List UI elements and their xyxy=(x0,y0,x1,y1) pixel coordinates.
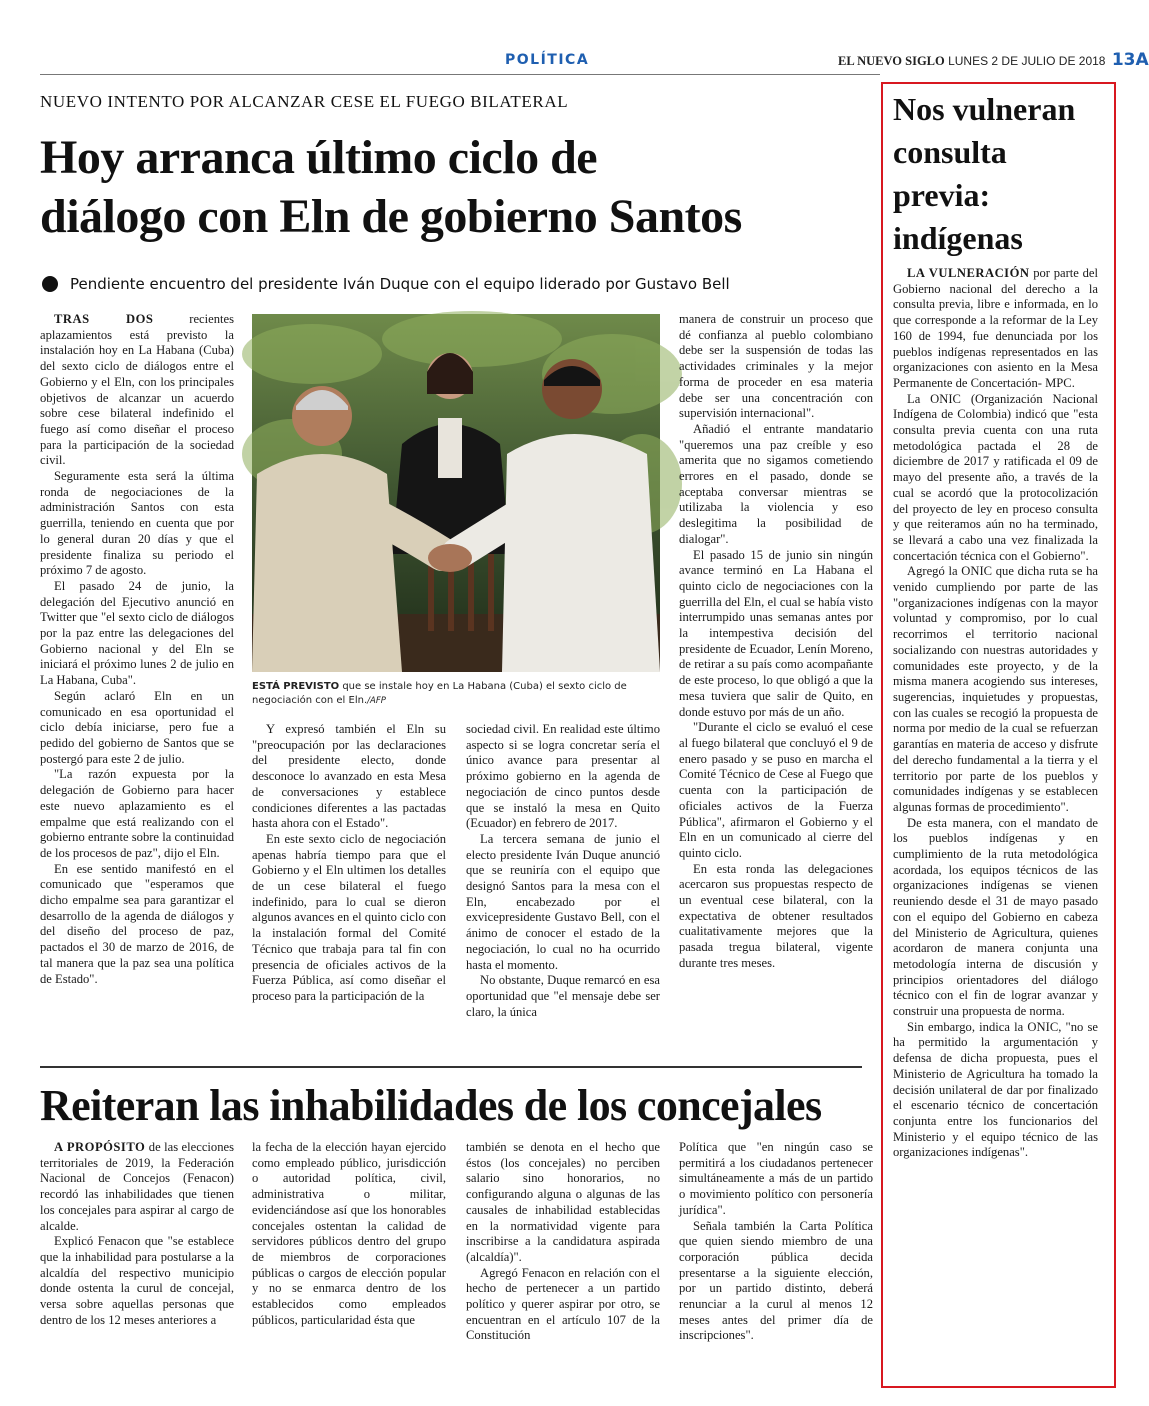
sidebar-headline: Nos vulneran consulta previa: indígenas xyxy=(893,91,1076,256)
second-article-headline: Reiteran las inhabilidades de los concejales xyxy=(40,1081,822,1130)
paragraph: El pasado 24 de junio, la delegación del Ejecutivo anunció en Twitter que "el sexto ciclo de diálogos por la paz entre las delegaciones del Gobierno nacional y del Eln se iniciará el próximo lunes 2 de julio en La Habana, Cuba". xyxy=(40,578,234,688)
second-article-column-2 xyxy=(252,1140,446,1380)
paragraph: No obstante, Duque remarcó en esa oportunidad que "el mensaje debe ser claro, la única xyxy=(466,973,660,1019)
paragraph: Política que "en ningún caso se permitirá a los ciudadanos pertenecer simultáneamente a más de un partido o movimiento político con personería jurídica". xyxy=(679,1140,873,1217)
paragraph: Y expresó también el Eln su "preocupación por las declaraciones del presidente electo, donde desconoce lo avanzado en esta Mesa de conversaciones y establece condiciones diferentes a las pactadas hasta ahora con el Estado". xyxy=(252,722,446,831)
caption-lead: ESTÁ PREVISTO xyxy=(252,681,340,692)
header-divider xyxy=(40,74,880,75)
article-kicker: NUEVO INTENTO POR ALCANZAR CESE EL FUEGO BILATERAL xyxy=(40,92,569,111)
paragraph: Seguramente esta será la última ronda de negociaciones de la administración Santos con esta guerrilla, teniendo en cuenta que por lo general duran 20 días y que el presidente finaliza su periodo el próximo 7 de agosto. xyxy=(40,469,234,578)
paragraph: Explicó Fenacon que "se establece que la inhabilidad para postularse a la alcaldía del respectivo municipio donde ostenta la curul de concejal, versa sobre aquellas personas que dentro de los 12 meses anteriores a xyxy=(40,1234,234,1327)
paragraph: también se denota en el hecho que éstos (los concejales) no perciben salario sino honorarios, no configurando alguna o algunas de las causales de inhabilidad establecidas en la normatividad vigente para inscribirse a la candidatura aspirada (alcaldía)". xyxy=(466,1140,660,1264)
news-photo xyxy=(252,314,660,672)
second-article-column-4 xyxy=(679,1140,873,1380)
lead-in: TRAS DOS xyxy=(54,312,154,326)
article-divider xyxy=(40,1066,862,1068)
masthead xyxy=(838,50,1149,70)
subhead-text: Pendiente encuentro del presidente Iván Duque con el equipo liderado por Gustavo Bell xyxy=(70,275,730,293)
photo-caption xyxy=(252,680,660,708)
paragraph: La ONIC (Organización Nacional Indígena de Colombia) indicó que "esta consulta previa cuenta con una ruta metodológica pactada el 28 de diciembre de 2017 y ratificada el 09 de mayo del presente año, a través de la cual se acordó que la protocolización del proyecto de ley en proceso consulta y que reiteramos aún no ha terminado, se llevará a cabo una vez finalizada la concertación técnica con el Gobierno". xyxy=(893,391,1098,563)
lead-in: A PROPÓSITO xyxy=(54,1140,146,1154)
paragraph: manera de construir un proceso que dé confianza al pueblo colombiano debe ser la suspensión de todas las actividades criminales y la mejor forma de proceder en esa materia debe ser una concentración con supervisión internacional". xyxy=(679,312,873,421)
paragraph: En esta ronda las delegaciones acercaron sus propuestas respecto de un eventual cese bilateral, con la expectativa de obtener resultados cualitativamente mejores que la pasada tregua bilateral, vigente durante tres meses. xyxy=(679,861,873,970)
paragraph: En este sexto ciclo de negociación apenas habría tiempo para que el Gobierno y el Eln ultimen los detalles de un cese bilateral el fuego indefinido, para lo cual se dieron algunos avances en el quinto ciclo con la instalación formal del Comité Técnico que trabaja para tal fin con presencia de oficiales activos de la Fuerza Pública, así como diseñar el proceso para la participación de la xyxy=(252,831,446,1003)
handshake-photo-illustration xyxy=(252,314,660,672)
second-article-column-3 xyxy=(466,1140,660,1380)
paragraph: "Durante el ciclo se evaluó el cese al fuego bilateral que concluyó el 9 de enero pasado y se puso en marcha el Comité Técnico de Cese al Fuego que cuenta con la participación de oficiales activos de la Fuerza Pública", afirmaron el Gobierno y el Eln en un comunicado al cierre del quinto ciclo. xyxy=(679,720,873,860)
headline-line-2: diálogo con Eln de gobierno Santos xyxy=(40,190,742,244)
paragraph: A PROPÓSITO de las elecciones territoriales de 2019, la Federación Nacional de Concejos (Fenacon) recordó las inhabilidades que tienen los concejales para aspirar al cargo de alcalde. xyxy=(40,1140,235,1233)
article-subhead xyxy=(42,275,730,293)
paragraph: La tercera semana de junio el electo presidente Iván Duque anunció que se reuniría con el equipo que designó Santos para la mesa con el Eln, encabezado por el exvicepresidente Gustavo Bell, con el ánimo de conocer el estado de la negociación, lo cual no ha ocurrido hasta el momento. xyxy=(466,831,660,972)
issue-date: LUNES 2 DE JULIO DE 2018 xyxy=(948,54,1106,68)
paragraph: Añadió el entrante mandatario "queremos una paz creíble y eso amerita que no sigamos cometiendo errores en el pasado, donde se aceptaba conversar mientras se utilizaba la violencia y eso deslegitima la posibilidad de dialogar". xyxy=(679,421,873,546)
page-number: 13A xyxy=(1111,50,1149,70)
article-column-2 xyxy=(252,722,446,1057)
paragraph: sociedad civil. En realidad este último aspecto si se logra concretar sería el único avance para presentar al próximo gobierno en la agenda de negociación de cinco puntos desde que se instaló la mesa en Quito (Ecuador) en febrero de 2017. xyxy=(466,722,660,831)
article-headline xyxy=(40,128,880,246)
lead-in: LA VULNERACIÓN xyxy=(907,266,1030,280)
second-article-column-1 xyxy=(40,1140,234,1380)
sidebar-body xyxy=(893,266,1098,1346)
section-label: POLÍTICA xyxy=(505,52,590,68)
paragraph: De esta manera, con el mandato de los pueblos indígenas y en cumplimiento de la ruta metodológica acordada, los equipos técnicos de las organizaciones indígenas se vienen reuniendo desde el 31 de mayo pasado con el equipo del Gobierno en cabeza del Ministerio de Agricultura, quienes acordaron de manera conjunta una metodología interna de discusión y principios orientadores del diálogo técnico con el fin de lograr avanzar y construir una propuesta de norma. xyxy=(893,815,1098,1019)
paragraph: Agregó Fenacon en relación con el hecho de pertenecer a un partido político y querer aspirar por otro, se encuentran en el artículo 107 de la Constitución xyxy=(466,1265,660,1343)
paragraph: la fecha de la elección hayan ejercido como empleado público, jurisdicción o autoridad política, civil, administrativa o militar, evidenciándose así que los honorables concejales ostentan la calidad de servidores públicos dentro del grupo de miembros de corporaciones públicas o cargos de elección popular y no se enmarca dentro de los establecidos como empleados públicos, particularidad ésta que xyxy=(252,1140,446,1327)
paragraph: El pasado 15 de junio sin ningún avance terminó en La Habana el quinto ciclo de negociaciones con la guerrilla del Eln, el cual se había visto interrumpido unas semanas antes por la intempestiva decisión del presidente de Ecuador, Lenín Moreno, de retirar a su país como acompañante de este proceso, lo que obligó a que la mesa tuviera que salir de Quito, en donde estuvo por más de un año. xyxy=(679,547,873,719)
paragraph: TRAS DOS recientes aplazamientos está previsto la instalación hoy en La Habana (Cuba) del sexto ciclo de diálogos entre el Gobierno y el Eln, con los principales objetivos de alcanzar un acuerdo sobre cese bilateral indefinido el fuego así como diseñar el proceso para la participación de la sociedad civil. xyxy=(40,312,234,468)
article-column-1 xyxy=(40,312,234,1057)
paragraph: "La razón expuesta por la delegación de Gobierno para hacer este nuevo aplazamiento es el empalme que está realizando con el gobierno entrante sobre la continuidad de los procesos de paz", dijo el Eln. xyxy=(40,767,234,860)
paragraph: Agregó la ONIC que dicha ruta se ha venido cumpliendo por parte de las "organizaciones indígenas con la mayor voluntad y compromiso, por lo cual recorrimos el territorio nacional socializando con nuestras autoridades y comunidades este proyecto, y de la misma manera acogiendo sus intereses, sugerencias, inquietudes y propuestas, con las cuales se recogió la propuesta de norma por medio de la cual se refuerzan garantías en materia de acceso y disfrute del derecho fundamental a la tierra y el territorio por parte de los pueblos y comunidades indígenas y se establecen algunas formas de procedimiento". xyxy=(893,564,1098,814)
bullet-icon xyxy=(42,276,58,292)
headline-line-1: Hoy arranca último ciclo de xyxy=(40,131,598,184)
photo-credit: /AFP xyxy=(367,696,386,706)
paragraph: Señala también la Carta Política que quien siendo miembro de una corporación pública decida presentarse a la siguiente elección, por un partido distinto, deberá renunciar a la curul al menos 12 meses antes del primer día de inscripciones". xyxy=(679,1218,873,1343)
article-column-3 xyxy=(466,722,660,1057)
paragraph: Según aclaró Eln en un comunicado en esa oportunidad el ciclo debía iniciarse, pero fue a pedido del gobierno de Santos que se postergó para este 2 de julio. xyxy=(40,688,234,766)
paragraph: LA VULNERACIÓN por parte del Gobierno nacional del derecho a la consulta previa, libre e informada, en lo que corresponde a la reformar de la Ley 160 de 1994, fue denunciada por los pueblos indígenas representados en las organizaciones con asiento en la Mesa Permanente de Concertación- MPC. xyxy=(893,266,1098,390)
paragraph: En ese sentido manifestó en el comunicado que "esperamos que dicho empalme sea para garantizar el desarrollo de la agenda de diálogos y del diseño del proceso de paz, pactados el 30 de marzo de 2016, de tal manera que la paz sea una política de Estado". xyxy=(40,861,234,986)
newspaper-name: EL NUEVO SIGLO xyxy=(838,54,945,68)
caption-text: que se instale hoy en La Habana (Cuba) el sexto ciclo de negociación con el Eln. xyxy=(252,681,627,706)
paragraph: Sin embargo, indica la ONIC, "no se ha permitido la argumentación y defensa de dicha propuesta, pues el Ministerio de Agricultura ha tomado la decisión unilateral de dar por finalizado el escenario técnico de concertación conjunta entre los funcionarios del Ministerio y el equipo técnico de las organizaciones indígenas". xyxy=(893,1019,1098,1160)
article-column-4 xyxy=(679,312,873,1057)
